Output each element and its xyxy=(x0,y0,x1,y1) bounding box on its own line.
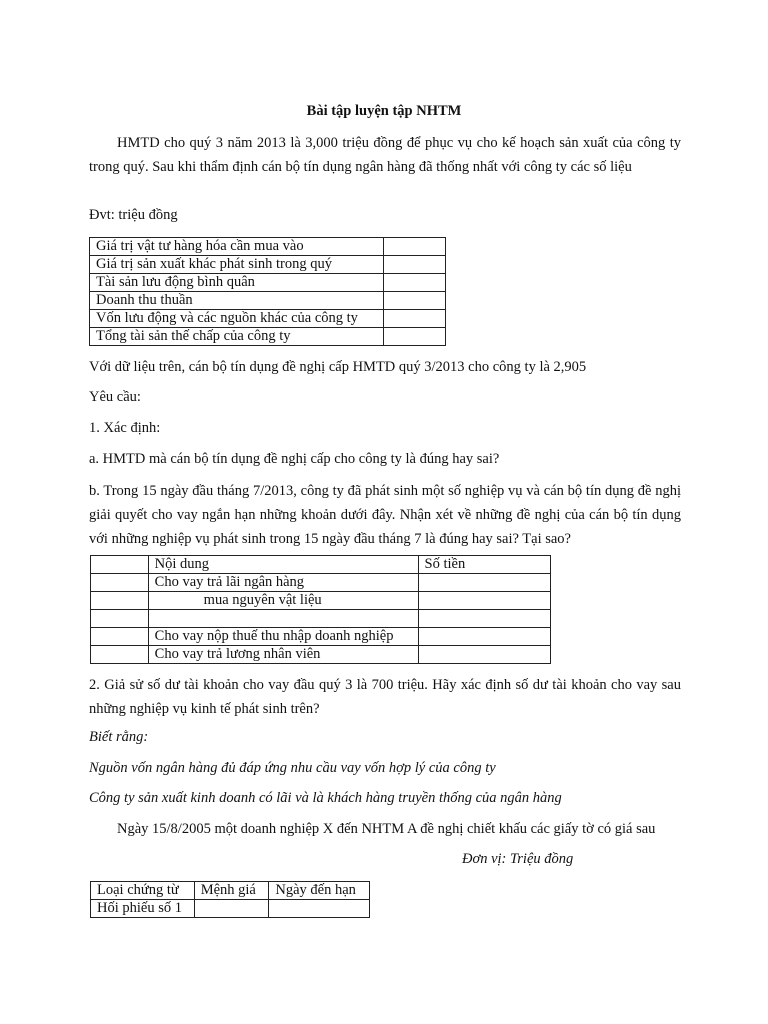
table-cell xyxy=(91,574,149,592)
unit-label: Đvt: triệu đồng xyxy=(89,207,178,223)
table-row xyxy=(90,274,446,292)
table-cell xyxy=(383,310,445,328)
table-cell xyxy=(418,610,550,628)
unit-label-2: Đơn vị: Triệu đồng xyxy=(462,851,574,867)
table-cell xyxy=(269,900,370,918)
given-note-1: Nguồn vốn ngân hàng đủ đáp ứng nhu cầu vay vốn hợp lý của công ty xyxy=(89,760,496,776)
table-cell xyxy=(91,646,149,664)
table-row xyxy=(91,574,551,592)
table-cell: mua nguyên vật liệu xyxy=(148,592,418,610)
table-cell: Tổng tài sản thế chấp của công ty xyxy=(90,328,384,346)
given-note-2: Công ty sản xuất kinh doanh có lãi và là khách hàng truyền thống của ngân hàng xyxy=(89,790,562,806)
table-cell xyxy=(91,592,149,610)
table-cell xyxy=(91,610,149,628)
table-header-cell: Mệnh giá xyxy=(194,882,269,900)
table-header-row xyxy=(91,882,370,900)
requirements-heading: Yêu cầu: xyxy=(89,389,141,405)
table-row xyxy=(91,592,551,610)
table-cell xyxy=(148,610,418,628)
page-title: Bài tập luyện tập NHTM xyxy=(306,103,462,119)
table-header-cell: Số tiền xyxy=(418,556,550,574)
table-cell: Giá trị sản xuất khác phát sinh trong quý xyxy=(90,256,384,274)
table-cell xyxy=(91,628,149,646)
exercise-2-intro: Ngày 15/8/2005 một doanh nghiệp X đến NHTM A đề nghị chiết khấu các giấy tờ có giá sau xyxy=(117,821,656,837)
question-1b: b. Trong 15 ngày đầu tháng 7/2013, công ty đã phát sinh một số nghiệp vụ và cán bộ tín dụng đề nghị giải quyết cho vay ngắn hạn những khoản dưới đây. Nhận xét về những đề nghị của cán bộ tín dụng với những nghiệp vụ phát sinh trong 15 ngày đầu tháng 7 là đúng hay sai? Tại sao? xyxy=(89,483,681,547)
table-cell xyxy=(383,238,445,256)
table-row xyxy=(90,328,446,346)
table-row xyxy=(91,610,551,628)
question-1: 1. Xác định: xyxy=(89,420,161,436)
requirements-table xyxy=(89,237,446,346)
table-header-cell xyxy=(91,556,149,574)
table-row xyxy=(90,310,446,328)
given-heading: Biết rằng: xyxy=(89,729,149,745)
table-row xyxy=(90,256,446,274)
table-row xyxy=(91,628,551,646)
table-cell xyxy=(418,628,550,646)
table-cell xyxy=(418,574,550,592)
table-cell: Doanh thu thuần xyxy=(90,292,384,310)
table-cell: Tài sản lưu động bình quân xyxy=(90,274,384,292)
table-row xyxy=(90,292,446,310)
table-cell xyxy=(383,292,445,310)
loan-items-table xyxy=(90,555,551,664)
documents-table xyxy=(90,881,370,918)
table-cell xyxy=(383,328,445,346)
table-cell: Cho vay trả lãi ngân hàng xyxy=(148,574,418,592)
table-cell xyxy=(418,592,550,610)
table-cell: Vốn lưu động và các nguồn khác của công ty xyxy=(90,310,384,328)
table-row xyxy=(91,646,551,664)
question-2: 2. Giả sử số dư tài khoản cho vay đầu quý 3 là 700 triệu. Hãy xác định số dư tài khoản cho vay sau những nghiệp vụ kinh tế phát sinh trên? xyxy=(89,677,681,717)
table-cell: Hối phiếu số 1 xyxy=(91,900,195,918)
table-cell xyxy=(383,256,445,274)
question-1a: a. HMTD mà cán bộ tín dụng đề nghị cấp cho công ty là đúng hay sai? xyxy=(89,451,500,467)
table-cell: Giá trị vật tư hàng hóa cần mua vào xyxy=(90,238,384,256)
table-header-cell: Nội dung xyxy=(148,556,418,574)
table-row xyxy=(90,238,446,256)
table-cell: Cho vay nộp thuế thu nhập doanh nghiệp xyxy=(148,628,418,646)
intro-paragraph: HMTD cho quý 3 năm 2013 là 3,000 triệu đồng để phục vụ cho kế hoạch sản xuất của công ty trong quý. Sau khi thẩm định cán bộ tín dụng ngân hàng đã thống nhất với công ty các số liệu xyxy=(89,135,681,175)
table-cell xyxy=(194,900,269,918)
table-cell xyxy=(383,274,445,292)
officer-paragraph: Với dữ liệu trên, cán bộ tín dụng đề nghị cấp HMTD quý 3/2013 cho công ty là 2,905 xyxy=(89,359,587,375)
table-cell xyxy=(418,646,550,664)
table-row xyxy=(91,900,370,918)
table-header-cell: Loại chứng từ xyxy=(91,882,195,900)
table-header-cell: Ngày đến hạn xyxy=(269,882,370,900)
table-cell: Cho vay trả lương nhân viên xyxy=(148,646,418,664)
table-header-row xyxy=(91,556,551,574)
